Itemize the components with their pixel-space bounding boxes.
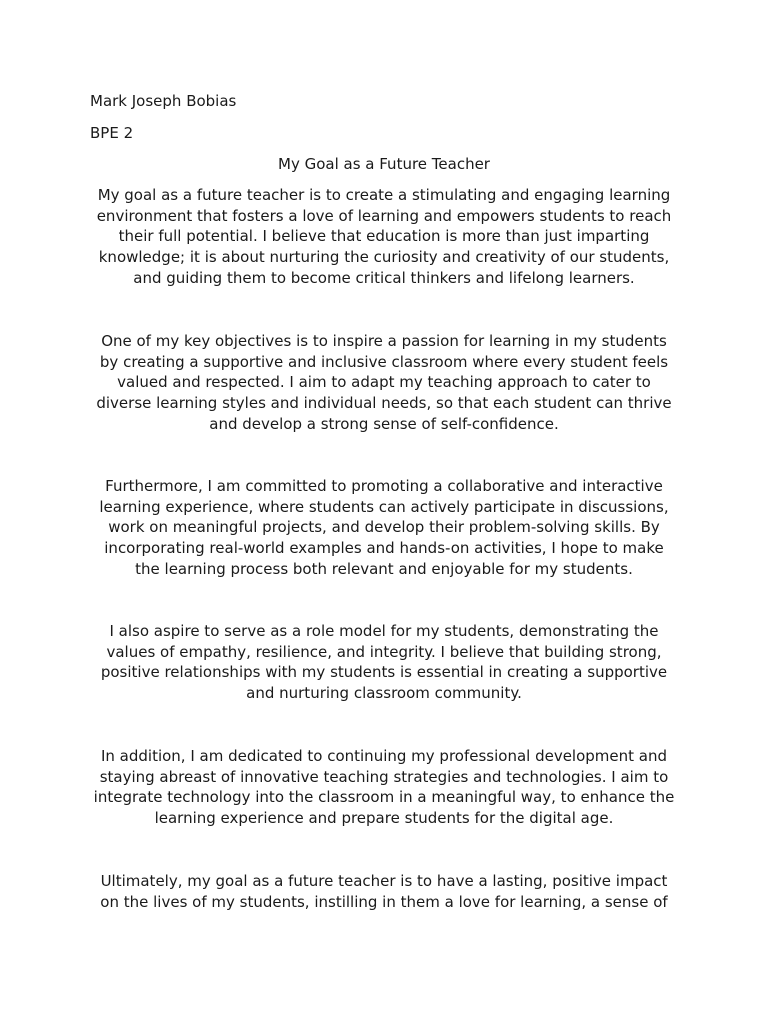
author-name: Mark Joseph Bobias [90, 92, 237, 110]
paragraph-line: learning experience, where students can actively participate in discussions, [99, 497, 669, 516]
paragraph-line: incorporating real-world examples and hands-on activities, I hope to make [104, 539, 664, 558]
paragraph-2 [84, 331, 684, 435]
paragraph-line: on the lives of my students, instilling in them a love for learning, a sense of [100, 892, 668, 911]
paragraph-line: Ultimately, my goal as a future teacher is to have a lasting, positive impact [100, 872, 668, 890]
paragraph-line: knowledge; it is about nurturing the curiosity and creativity of our students, [98, 248, 670, 267]
paragraph-line: values of empathy, resilience, and integrity. I believe that building strong, [106, 642, 662, 661]
paragraph-line: diverse learning styles and individual needs, so that each student can thrive [96, 394, 672, 413]
paragraph-3 [84, 476, 684, 580]
paragraph-line: by creating a supportive and inclusive classroom where every student feels [99, 352, 669, 371]
paragraph-line: Furthermore, I am committed to promoting a collaborative and interactive [105, 477, 663, 495]
paragraph-1 [84, 185, 684, 289]
paragraph-line: One of my key objectives is to inspire a passion for learning in my students [101, 332, 667, 350]
paragraph-line: work on meaningful projects, and develop their problem-solving skills. By [108, 518, 660, 537]
paragraph-line: and nurturing classroom community. [246, 684, 522, 703]
paragraph-line: In addition, I am dedicated to continuing my professional development and [100, 747, 668, 765]
paragraph-line: learning experience and prepare students for the digital age. [154, 809, 614, 828]
paragraph-line: valued and respected. I aim to adapt my teaching approach to cater to [117, 373, 651, 392]
paragraph-line: their full potential. I believe that education is more than just imparting [118, 227, 650, 246]
paragraph-6 [84, 871, 684, 912]
paragraph-line: environment that fosters a love of learning and empowers students to reach [96, 206, 672, 225]
paragraph-line: the learning process both relevant and enjoyable for my students. [135, 559, 633, 578]
paragraph-line: staying abreast of innovative teaching strategies and technologies. I aim to [99, 767, 669, 786]
paragraph-line: integrate technology into the classroom in a meaningful way, to enhance the [93, 788, 675, 807]
paragraph-line: My goal as a future teacher is to create a stimulating and engaging learning [97, 186, 671, 204]
document-title: My Goal as a Future Teacher [278, 155, 490, 173]
paragraph-line: I also aspire to serve as a role model for my students, demonstrating the [109, 622, 659, 640]
paragraph-line: and develop a strong sense of self-confidence. [209, 414, 559, 433]
paragraph-4 [84, 621, 684, 704]
paragraph-line: positive relationships with my students is essential in creating a supportive [100, 663, 668, 682]
course-code: BPE 2 [90, 124, 134, 142]
paragraph-5 [84, 746, 684, 829]
paragraph-line: and guiding them to become critical thinkers and lifelong learners. [133, 268, 635, 287]
